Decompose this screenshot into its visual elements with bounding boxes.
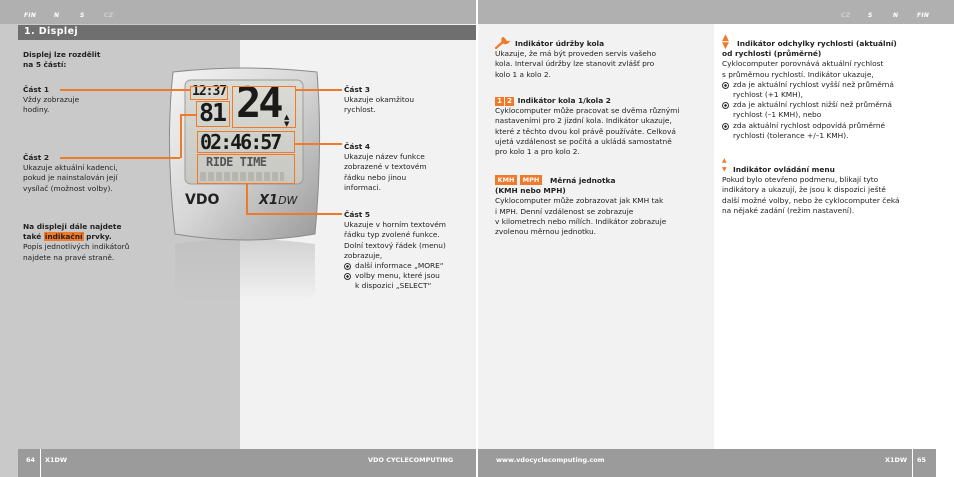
kmh-icon: KMH xyxy=(495,175,517,185)
footer-model-left: X1DW xyxy=(45,456,68,464)
bullet-line: volby menu, které jsou xyxy=(355,271,440,281)
bullet-line: zda je aktuální rychlost vyšší než průměrná xyxy=(733,79,894,89)
part1-line: hodiny. xyxy=(23,105,50,115)
unit-title: Měrná jednotka xyxy=(550,176,616,185)
maintenance-line: Ukazuje, že má být proveden servis vašeho xyxy=(495,49,656,59)
footer-brand: VDO CYCLECOMPUTING xyxy=(368,456,454,464)
bullet-line: rychlost (+1 KMH), xyxy=(733,90,803,100)
part3-title: Část 3 xyxy=(344,85,371,94)
more-indicators-block xyxy=(23,222,129,263)
lang-tab-cz-right[interactable]: CZ xyxy=(841,12,851,19)
menu-line: Pokud bylo otevřeno podmenu, blikají tyto xyxy=(722,175,879,185)
part5-title: Část 5 xyxy=(344,210,371,219)
more-title-line: Na displeji dále najdete xyxy=(23,222,122,231)
unit-line: zvolenou měrnou jednotku. xyxy=(495,227,596,237)
leader-part1 xyxy=(60,89,190,91)
deviation-title: Indikátor odchylky rychlosti (aktuální) xyxy=(737,39,897,48)
part3-line: Ukazuje okamžitou xyxy=(344,95,415,105)
part5-line: řádku typ zvolené funkce. xyxy=(344,230,440,240)
part4-block xyxy=(344,142,427,193)
wheel-line: ujetá vzdálenost se počítá a ukládá samostatně xyxy=(495,136,672,146)
deviation-title-2: od rychlosti (průměrné) xyxy=(722,49,822,59)
wheel-title: Indikátor kola 1/kola 2 xyxy=(517,96,611,105)
wheel-line: které z těchto dvou kol právě používáte. Celková xyxy=(495,126,676,136)
lcd-cadence: 81 xyxy=(199,98,226,127)
list-item xyxy=(344,271,446,291)
callout-box-part1 xyxy=(190,86,228,100)
wheel-line: Cyklocomputer může pracovat se dvěma různými xyxy=(495,106,680,116)
lcd-text-line: RIDE TIME xyxy=(206,155,267,169)
more-line: Popis jednotlivých indikátorů xyxy=(23,242,130,252)
page-number-left: 64 xyxy=(26,456,36,464)
menu-block xyxy=(722,165,900,216)
language-bar-right xyxy=(478,0,954,24)
maintenance-title: Indikátor údržby kola xyxy=(515,39,605,48)
lcd-time: 02:46:57 xyxy=(200,130,281,154)
part5-line: Ukazuje v horním textovém xyxy=(344,220,446,230)
wheel-line: pro kolo 1 a pro kolo 2. xyxy=(495,147,580,157)
part1-title: Část 1 xyxy=(23,85,50,94)
language-bar-left xyxy=(0,0,476,24)
part4-line: zobrazené v textovém xyxy=(344,162,427,172)
device-model: X1DW xyxy=(259,193,298,208)
footer-separator xyxy=(912,449,913,477)
part5-line: Dolní textový řádek (menu) xyxy=(344,240,446,250)
bullet-line: zda je aktuální rychlost nižší než průměrná xyxy=(733,100,892,110)
leader-part3 xyxy=(296,89,342,91)
more-title-line xyxy=(23,232,129,242)
part4-line: řádku nebo jinou xyxy=(344,172,407,182)
footer-model-right: X1DW xyxy=(885,456,908,464)
bullet-line: rychlosti (tolerance +/–1 KMH). xyxy=(733,130,849,140)
highlight-word: indikační xyxy=(44,232,83,242)
part2-line: vysílač (možnost volby). xyxy=(23,183,113,193)
leader-part5-v xyxy=(246,184,248,213)
bullet-line: k dispozici „SELECT“ xyxy=(355,281,432,291)
callout-box-part2 xyxy=(196,98,230,127)
list-item xyxy=(344,261,446,271)
part2-title: Část 2 xyxy=(23,153,50,162)
section-header xyxy=(18,25,476,40)
wheel-2-icon: 2 xyxy=(505,97,514,106)
intro-line: Displej lze rozdělit xyxy=(23,50,101,59)
leader-part4 xyxy=(295,143,342,145)
leader-part2-h xyxy=(60,157,180,159)
menu-line: na nějaké zadání (režim nastavení). xyxy=(722,205,855,215)
callout-box-part5 xyxy=(197,154,295,184)
lang-tab-n-left[interactable]: N xyxy=(54,12,60,19)
page-spine xyxy=(476,0,478,477)
list-item xyxy=(722,80,897,100)
part2-block xyxy=(23,153,118,194)
leader-part5-h xyxy=(246,213,342,215)
wheel-block xyxy=(495,96,679,157)
lang-tab-fin-left[interactable]: FIN xyxy=(24,12,37,19)
callout-box-part3 xyxy=(232,86,296,128)
deviation-bullets xyxy=(722,80,897,141)
menu-arrows-icon: ▲ ▼ xyxy=(722,157,727,173)
unit-line: i MPH. Denní vzdálenost se zobrazuje xyxy=(495,206,634,216)
bullet-line: rychlost (–1 KMH), nebo xyxy=(733,110,822,120)
mph-icon: MPH xyxy=(520,175,542,185)
deviation-block xyxy=(722,39,897,141)
unit-subtitle: (KMH nebo MPH) xyxy=(495,186,566,196)
list-item xyxy=(722,100,897,120)
unit-line: v kilometrech nebo mílích. Indikátor zobrazuje xyxy=(495,216,667,226)
section-title: 1. Displej xyxy=(24,26,79,37)
lang-tab-n-right[interactable]: N xyxy=(893,12,899,19)
wheel-title-line xyxy=(495,96,679,106)
unit-block xyxy=(495,176,666,237)
device-brand: VDO xyxy=(185,192,220,208)
part5-bullets xyxy=(344,261,446,292)
unit-line: Cyklocomputer může zobrazovat jak KMH tak xyxy=(495,196,664,206)
deviation-line: Cyklocomputer porovnává aktuální rychlost xyxy=(722,59,884,69)
device-reflection xyxy=(175,239,315,302)
lang-tab-s-right[interactable]: S xyxy=(868,12,873,19)
lcd-clock: 12:37 xyxy=(192,84,227,99)
menu-line: další možné volby, nebo že cyklocomputer čeká xyxy=(722,195,900,205)
more-post: prvky. xyxy=(83,232,112,242)
maintenance-line: kola. Interval údržby lze stanovit zvlášť pro xyxy=(495,59,655,69)
list-item xyxy=(722,121,897,141)
lang-tab-cz-left[interactable]: CZ xyxy=(104,12,114,19)
more-pre: také xyxy=(23,232,44,242)
intro-line: na 5 částí: xyxy=(23,60,67,70)
menu-title: Indikátor ovládání menu xyxy=(733,165,835,174)
lcd-speed-deviation-icon: ▲ ▼ xyxy=(284,113,290,128)
page-number-right: 65 xyxy=(917,456,927,464)
menu-line: indikátory a ukazují, že jsou k dispozici ještě xyxy=(722,185,886,195)
part3-line: rychlost. xyxy=(344,105,376,115)
leader-part2-h2 xyxy=(180,114,196,116)
part5-block xyxy=(344,210,446,292)
maintenance-block xyxy=(495,39,656,80)
footer-url[interactable]: www.vdocyclecomputing.com xyxy=(496,456,605,464)
wheel-1-icon: 1 xyxy=(495,97,504,106)
wheel-line: nastaveními pro 2 jízdní kola. Indikátor ukazuje, xyxy=(495,116,672,126)
deviation-line: s průměrnou rychlostí. Indikátor ukazuje, xyxy=(722,69,874,79)
part1-line: Vždy zobrazuje xyxy=(23,95,80,105)
part4-line: Ukazuje název funkce xyxy=(344,152,425,162)
part2-line: pokud je nainstalován její xyxy=(23,173,118,183)
part2-line: Ukazuje aktuální kadenci, xyxy=(23,163,118,173)
callout-box-part4 xyxy=(197,131,295,153)
speed-deviation-icon: ▲ ▼ xyxy=(722,33,729,51)
maintenance-line: kolo 1 a kolo 2. xyxy=(495,69,551,79)
part4-title: Část 4 xyxy=(344,142,371,151)
part3-block xyxy=(344,85,414,116)
leader-part2-v xyxy=(180,114,182,158)
bullet-line: další informace „MORE“ xyxy=(355,261,444,271)
lang-tab-s-left[interactable]: S xyxy=(80,12,85,19)
more-line: najdete na pravé straně. xyxy=(23,252,115,262)
part5-line: zobrazuje, xyxy=(344,250,383,260)
intro-text xyxy=(23,50,100,70)
footer-separator xyxy=(40,449,41,477)
lcd-speed: 24 xyxy=(236,78,281,127)
part4-line: informaci. xyxy=(344,182,381,192)
bullet-line: zda aktuální rychlost odpovídá průměrné xyxy=(733,120,886,130)
lang-tab-fin-right[interactable]: FIN xyxy=(917,12,930,19)
